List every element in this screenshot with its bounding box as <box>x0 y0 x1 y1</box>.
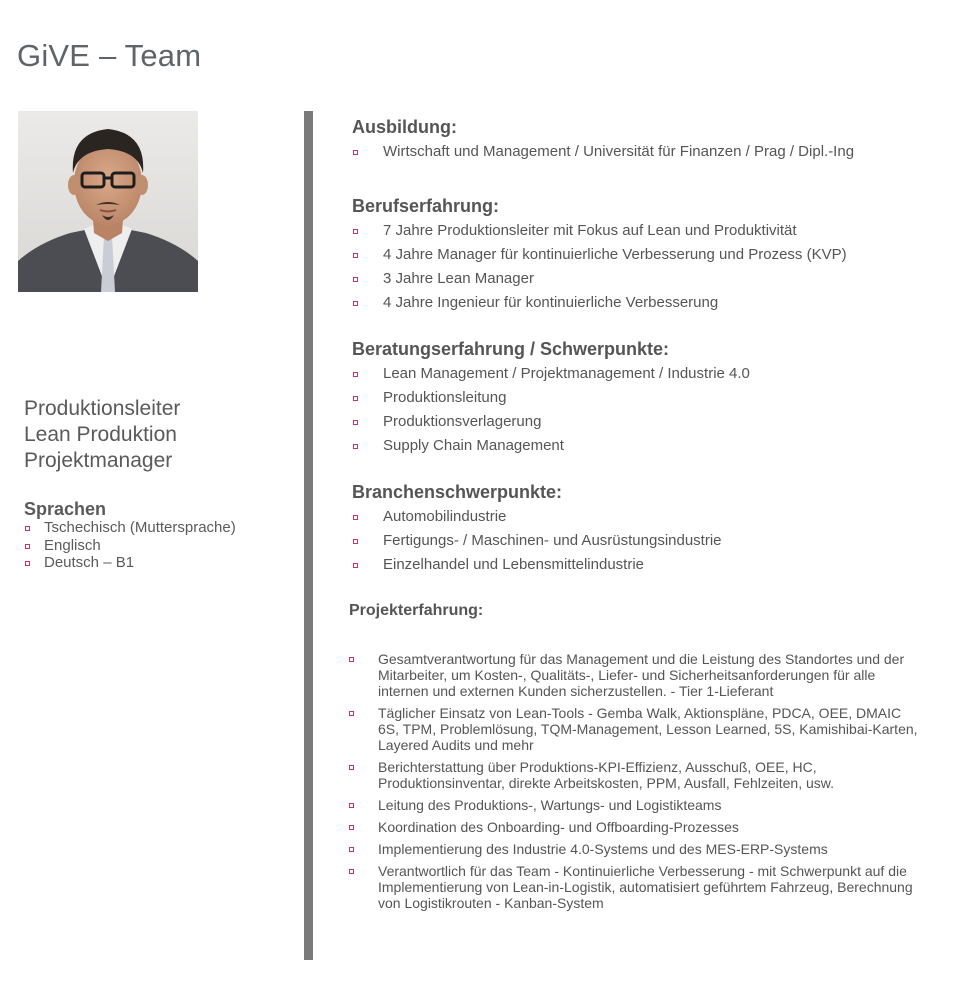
square-bullet-icon <box>353 229 358 234</box>
list-item: Fertigungs- / Maschinen- und Ausrüstungsindustrie <box>352 531 722 555</box>
language-item: Englisch <box>24 537 236 555</box>
list-item: 4 Jahre Ingenieur für kontinuierliche Verbesserung <box>352 293 847 317</box>
square-bullet-icon <box>349 711 354 716</box>
language-item: Deutsch – B1 <box>24 554 236 572</box>
profile-roles <box>24 396 180 474</box>
square-bullet-icon <box>353 150 358 155</box>
languages-list <box>24 519 236 572</box>
industries-list <box>352 507 722 579</box>
list-item: Automobilindustrie <box>352 507 722 531</box>
square-bullet-icon <box>353 277 358 282</box>
square-bullet-icon <box>25 526 30 531</box>
square-bullet-icon <box>353 563 358 568</box>
square-bullet-icon <box>353 253 358 258</box>
square-bullet-icon <box>353 396 358 401</box>
role-line: Produktionsleiter <box>24 397 181 420</box>
square-bullet-icon <box>25 544 30 549</box>
role-line: Projektmanager <box>24 449 173 472</box>
square-bullet-icon <box>349 657 354 662</box>
education-list <box>352 142 854 166</box>
list-item: Einzelhandel und Lebensmittelindustrie <box>352 555 722 579</box>
square-bullet-icon <box>353 301 358 306</box>
industries-heading: Branchenschwerpunkte: <box>352 482 563 502</box>
list-item: Täglicher Einsatz von Lean-Tools - Gemba Walk, Aktionspläne, PDCA, OEE, DMAIC 6S, TPM, Problemlösung, TQM-Management, Lesson Learned, 5S, Kamishibai-Karten, Layered Audits und mehr <box>349 705 919 753</box>
list-item: 3 Jahre Lean Manager <box>352 269 847 293</box>
square-bullet-icon <box>353 420 358 425</box>
list-item: Verantwortlich für das Team - Kontinuierliche Verbesserung - mit Schwerpunkt auf die Implementierung von Lean-in-Logistik, automatisiert geführtem Fahrzeug, Berechnung von Logistikrouten - Kanban-System <box>349 863 919 911</box>
square-bullet-icon <box>25 561 30 566</box>
education-heading: Ausbildung: <box>352 117 457 137</box>
list-item: 4 Jahre Manager für kontinuierliche Verbesserung und Prozess (KVP) <box>352 245 847 269</box>
experience-list <box>352 221 847 317</box>
projects-heading: Projekterfahrung: <box>349 602 484 619</box>
list-item: Koordination des Onboarding- und Offboarding-Prozesses <box>349 819 919 835</box>
language-item: Tschechisch (Muttersprache) <box>24 519 236 537</box>
list-item: Wirtschaft und Management / Universität für Finanzen / Prag / Dipl.-Ing <box>352 142 854 166</box>
profile-photo <box>18 111 198 292</box>
square-bullet-icon <box>349 765 354 770</box>
vertical-divider <box>304 111 313 960</box>
experience-heading: Berufserfahrung: <box>352 196 500 216</box>
list-item: Gesamtverantwortung für das Management und die Leistung des Standortes und der Mitarbeiter, um Kosten-, Qualitäts-, Liefer- und Sicherheitsanforderungen für alle internen und externen Kunden sicherzustellen. - Tier 1-Lieferant <box>349 651 919 699</box>
list-item: 7 Jahre Produktionsleiter mit Fokus auf Lean und Produktivität <box>352 221 847 245</box>
square-bullet-icon <box>353 372 358 377</box>
list-item: Supply Chain Management <box>352 436 750 460</box>
role-line: Lean Produktion <box>24 423 177 446</box>
projects-list <box>349 651 919 917</box>
list-item: Implementierung des Industrie 4.0-Systems und des MES-ERP-Systems <box>349 841 919 857</box>
list-item: Berichterstattung über Produktions-KPI-Effizienz, Ausschuß, OEE, HC, Produktionsinventar, direkte Arbeitskosten, PPM, Ausfall, Fehlzeiten, usw. <box>349 759 919 791</box>
square-bullet-icon <box>353 444 358 449</box>
list-item: Leitung des Produktions-, Wartungs- und Logistikteams <box>349 797 919 813</box>
square-bullet-icon <box>349 803 354 808</box>
list-item: Produktionsleitung <box>352 388 750 412</box>
page-title: GiVE – Team <box>17 38 202 73</box>
square-bullet-icon <box>353 539 358 544</box>
square-bullet-icon <box>349 825 354 830</box>
square-bullet-icon <box>349 847 354 852</box>
list-item: Produktionsverlagerung <box>352 412 750 436</box>
consulting-list <box>352 364 750 460</box>
languages-heading: Sprachen <box>24 499 107 519</box>
square-bullet-icon <box>349 869 354 874</box>
consulting-heading: Beratungserfahrung / Schwerpunkte: <box>352 339 670 359</box>
list-item: Lean Management / Projektmanagement / Industrie 4.0 <box>352 364 750 388</box>
square-bullet-icon <box>353 515 358 520</box>
